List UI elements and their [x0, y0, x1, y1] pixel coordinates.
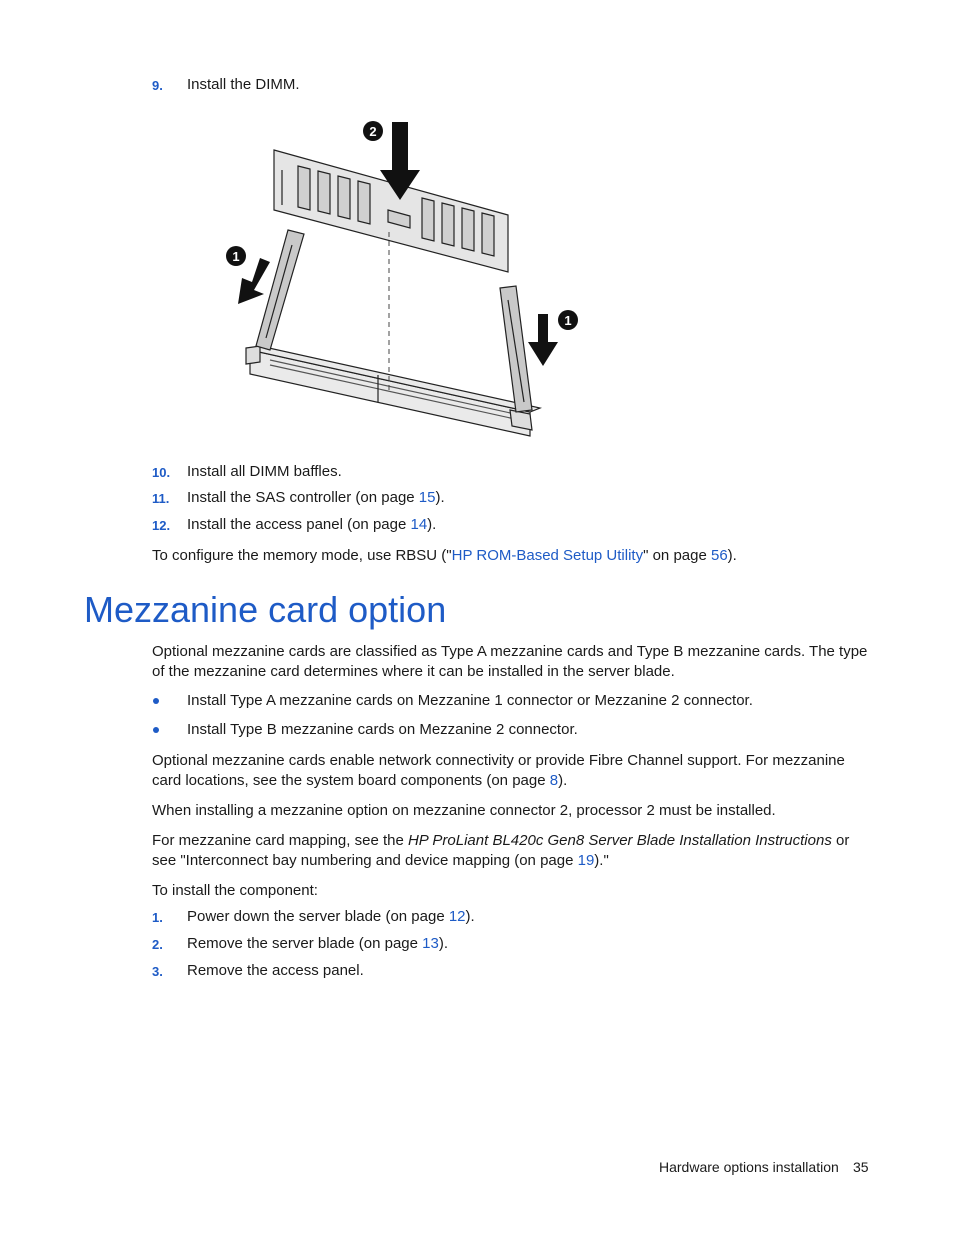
- page-link[interactable]: 15: [418, 489, 436, 506]
- connectivity-paragraph: Optional mezzanine cards enable network connectivity or provide Fibre Channel support. For mezzanine card locations, see the system board components (on page 8).: [152, 752, 845, 789]
- dimm-module-illustration: [274, 150, 508, 272]
- page-link[interactable]: 19: [577, 852, 595, 869]
- page-link[interactable]: 12: [448, 908, 466, 925]
- bullet-text: Install Type A mezzanine cards on Mezzanine 1 connector or Mezzanine 2 connector.: [187, 692, 753, 709]
- bullet-icon: [153, 698, 159, 704]
- intro-paragraph: Optional mezzanine cards are classified as Type A mezzanine cards and Type B mezzanine cards. The type of the mezzanine card determines where it can be installed in the server blade.: [152, 643, 868, 680]
- right-latch-illustration: [500, 286, 532, 412]
- callout-1-right: [558, 310, 578, 330]
- step-number: 2.: [152, 937, 163, 952]
- callout-2: [363, 121, 383, 141]
- rbsu-link[interactable]: HP ROM-Based Setup Utility: [451, 547, 644, 564]
- latch-arrow-right-icon: [528, 314, 558, 366]
- latch-arrow-left-icon: [238, 258, 270, 304]
- processor-note: When installing a mezzanine option on mezzanine connector 2, processor 2 must be installed.: [152, 802, 776, 819]
- step-text: Install the access panel (on page 14).: [187, 516, 437, 533]
- svg-text:1: 1: [232, 249, 240, 264]
- memory-mode-paragraph: To configure the memory mode, use RBSU ("HP ROM-Based Setup Utility" on page 56).: [152, 547, 737, 564]
- dimm-slot-illustration: [246, 346, 540, 436]
- page-link[interactable]: 14: [410, 516, 428, 533]
- callout-1-left: [226, 246, 246, 266]
- step-number: 1.: [152, 910, 163, 925]
- step-number: 9.: [152, 78, 163, 93]
- page-link[interactable]: 56: [710, 547, 728, 564]
- step-text: Install the DIMM.: [187, 76, 300, 93]
- bullet-text: Install Type B mezzanine cards on Mezzanine 2 connector.: [187, 721, 578, 738]
- section-title: Mezzanine card option: [84, 589, 447, 630]
- step-text: Remove the access panel.: [187, 962, 364, 979]
- document-title: HP ProLiant BL420c Gen8 Server Blade Installation Instructions: [407, 832, 832, 849]
- svg-text:2: 2: [369, 124, 377, 139]
- left-latch-illustration: [256, 230, 304, 350]
- step-text: Power down the server blade (on page 12).: [187, 908, 475, 925]
- install-intro: To install the component:: [152, 882, 318, 899]
- page-link[interactable]: 13: [422, 935, 439, 952]
- step-number: 3.: [152, 964, 163, 979]
- mapping-paragraph: For mezzanine card mapping, see the HP ProLiant BL420c Gen8 Server Blade Installation Instructions or see "Interconnect bay numbering and device mapping (on page 19).": [152, 832, 850, 869]
- step-text: Install all DIMM baffles.: [187, 463, 342, 480]
- dimm-installation-figure: [210, 110, 590, 445]
- step-text: Install the SAS controller (on page 15).: [187, 489, 445, 506]
- page-number: 35: [853, 1159, 869, 1175]
- page-link[interactable]: 8: [549, 772, 559, 789]
- step-text: Remove the server blade (on page 13).: [187, 935, 448, 952]
- step-number: 11.: [152, 491, 170, 506]
- bullet-icon: [153, 727, 159, 733]
- svg-text:1: 1: [564, 313, 572, 328]
- step-number: 12.: [152, 518, 171, 533]
- footer-section: Hardware options installation: [659, 1159, 839, 1175]
- step-number: 10.: [152, 465, 171, 480]
